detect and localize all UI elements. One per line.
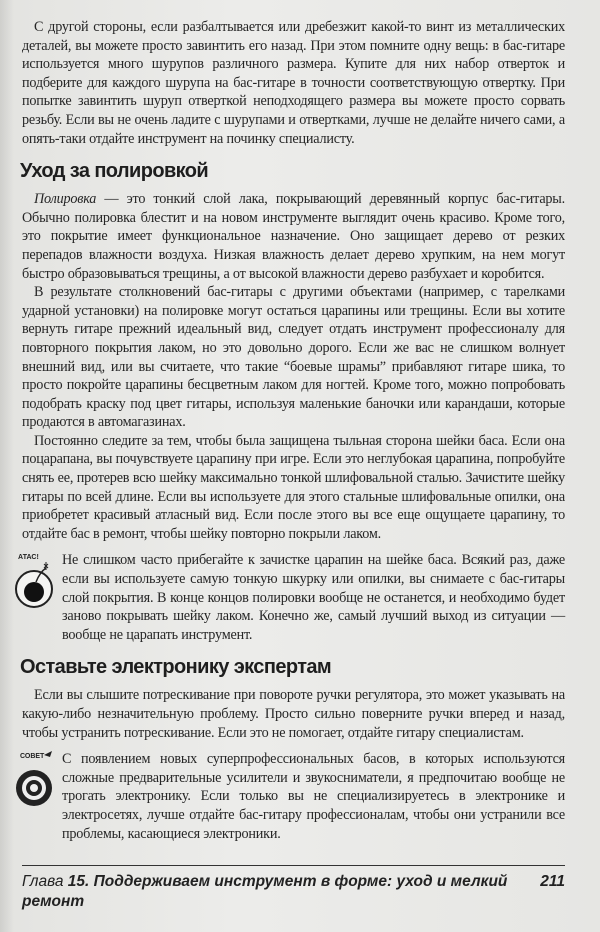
tip-text: С появлением новых суперпрофессиональных басов, в которых используются сложные предварительные усилители и звукосниматели, я предпочитаю вообще не трогать электронику. Если только вы не специализируетесь в электронике и электросетях, лучше отдайте бас-гитару профессионалам, чтобы они устранили все проблемы, касающиеся электроники.: [62, 751, 565, 842]
paragraph-scratches: В результате столкновений бас-гитары с другими объектами (например, с тарелками ударной установки) на полировке могут остаться царапины или трещины. Если вы хотите вернуть гитаре прежний идеальный вид, следует отдать инструмент профессионалу для повторного покрытия лаком, но это довольно дорого. Если же вас не слишком волнует внешний вид, или вы считаете, что такие “боевые шрамы” прибавляют гитаре шика, то просто покройте царапины бесцветным лаком для ногтей. Кроме того, можно попробовать подобрать краску под цвет гитары, используя маленькие баночки или карандаши, которые продаются в автомагазинах.: [22, 284, 565, 431]
footer-divider: [22, 865, 565, 866]
heading-polish: Уход за полировкой: [20, 160, 209, 183]
warning-bomb-icon: [14, 551, 62, 622]
page-number: 211: [540, 873, 565, 891]
tip-target-icon: [14, 750, 62, 821]
term-polish: Полировка: [34, 191, 97, 208]
chapter-title: 15. Поддерживаем инструмент в форме: уход и мелкий ремонт: [22, 873, 508, 911]
heading-electronics: Оставьте электронику экспертам: [20, 656, 332, 679]
paragraph-crackle: Если вы слышите потрескивание при повороте ручки регулятора, это может указывать на какую-либо незначительную проблему. Просто сильно поверните ручки вперед и назад, чтобы устранить потрескивание. Если это не помогает, отдайте гитару специалистам.: [22, 687, 565, 741]
warning-box: [14, 551, 565, 644]
tip-box: [14, 750, 565, 843]
chapter-prefix: Глава: [22, 873, 68, 891]
warning-text: Не слишком часто прибегайте к зачистке царапин на шейке баса. Всякий раз, даже если вы используете самую тонкую шкурку или опилки, вы снимаете с бас-гитары слой покрытия. В конце концов полировки вообще не останется, и необходимо будет заново покрывать шейку лаком. Конечно же, самый лучший выход из ситуации — вообще не царапать инструмент.: [62, 552, 565, 643]
polish-definition-text: — это тонкий слой лака, покрывающий деревянный корпус бас-гитары. Обычно полировка блестит и на новом инструменте выглядит очень красиво. Кроме того, это покрытие имеет функциональное назначение. Оно защищает дерево от резких перепадов влажности воздуха. Низкая влажность делает дерево хрупким, на нем могут быстро образовываться трещины, а от высокой влажности дерево разбухает и коробится.: [22, 191, 565, 282]
chapter-heading: [22, 872, 540, 912]
paragraph-neck: Постоянно следите за тем, чтобы была защищена тыльная сторона шейки баса. Если она поцарапана, вы почувствуете царапину при игре. Если это неглубокая царапина, попробуйте снять ее, протерев всю шейку максимально тонкой шлифовальной сталью. Зачистите шейку гитары по всей длине. Если вы используете для этого стальные шлифовальные опилки, она приобретет красивый атласный вид. Если после этого вы все еще ощущаете царапину, то отдайте бас в ремонт, чтобы шейку повторно покрыли лаком.: [22, 432, 565, 542]
paragraph-polish-definition: [22, 190, 565, 283]
paragraph-screws: С другой стороны, если разбалтывается или дребезжит какой-то винт из металлических деталей, вы можете просто завинтить его назад. При этом помните одну вещь: в бас-гитаре используется много шурупов различного размера. Купите для них набор отверток и подберите для каждого шурупа на бас-гитаре в точности соответствующую отвертку. При попытке завинтить шуруп отверткой неподходящего размера вы можете просто сорвать резьбу. Если вы не очень ладите с шурупами и отвертками, лучше не делайте ничего сами, а опять-таки отдайте инструмент на починку специалисту.: [22, 19, 565, 147]
warning-icon-label: АТАС!: [18, 554, 39, 562]
page-footer: [22, 872, 565, 912]
tip-icon-label: СОВЕТ: [20, 753, 45, 761]
